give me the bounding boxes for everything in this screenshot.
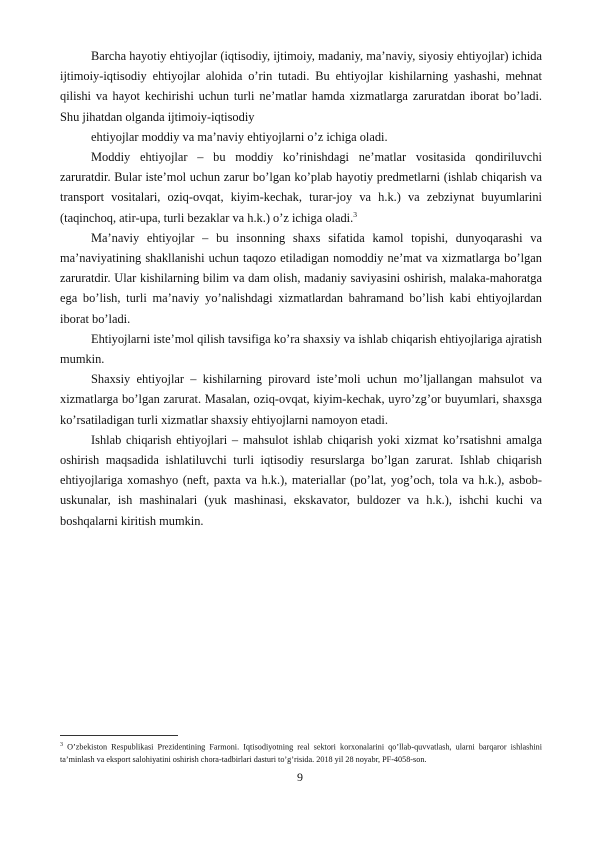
paragraph-material-needs (60, 147, 542, 228)
page-number: 9 (297, 770, 303, 784)
paragraph-classification: Ehtiyojlarni iste’mol qilish tavsifiga ko’ra shaxsiy va ishlab chiqarish ehtiyojlariga ajratish mumkin. (60, 331, 542, 367)
paragraph-personal-needs: Shaxsiy ehtiyojlar – kishilarning pirovard iste’moli uchun mo’ljallangan mahsulot va xizmatlarga bo’lgan zarurat. Masalan, oziq-ovqat, kiyim-kechak, uyro’zg’or buyumlari, shaxsga ko’rsatiladigan turli xizmatlar shaxsiy ehtiyojlarni namoyon etadi. (60, 372, 542, 427)
paragraph-spiritual-needs: Ma’naviy ehtiyojlar – bu insonning shaxs sifatida kamol topishi, dunyoqarashi va ma’naviyatining shakllanishi uchun taqozo etiladigan nomoddiy ne’mat va xizmatlarga bo’lgan zaruratdir. Ular kishilarning bilim va dam olish, madaniy saviyasini oshirish, malaka-mahoratga ega bo’lish, turli ma’naviy yo’nalishdagi xizmatlardan bahramand bo’lish kabi ehtiyojlardan iborat bo’ladi. (60, 230, 542, 326)
footnote-divider (60, 735, 178, 736)
footnote-number: 3 (60, 742, 63, 748)
paragraph-intro-continuation: ehtiyojlar moddiy va ma’naviy ehtiyojlarni o’z ichiga oladi. (91, 129, 388, 144)
paragraph-production-needs: Ishlab chiqarish ehtiyojlari – mahsulot ishlab chiqarish yoki xizmat ko’rsatishni amalga oshirish maqsadida ishlatiluvchi turli iqtisodiy resurslarga bo’lgan zarurat. Ishlab chiqarish ehtiyojlariga xomashyo (neft, paxta va h.k.), materiallar (po’lat, yog’och, tola va h.k.), asbob-uskunalar, ish mashinalari (yuk mashinasi, ekskavator, buldozer va h.k.), ishchi kuchi va boshqalarni kiritish mumkin. (60, 432, 542, 528)
footnote (60, 740, 542, 765)
body-text (60, 46, 542, 531)
paragraph-material-needs-text: Moddiy ehtiyojlar – bu moddiy ko’rinishdagi ne’matlar vositasida qondiriluvchi zaruratdir. Bular iste’mol uchun zarur bo’lgan ko’plab hayotiy predmetlarni (ishlab chiqarish va transport vositalari, oziq-ovqat, kiyim-kechak, turar-joy va h.k.) va zebziynat buyumlarini (taqinchoq, atir-upa, turli bezaklar va h.k.) o’z ichiga oladi. (60, 150, 542, 225)
footnote-reference: 3 (353, 209, 357, 219)
footnote-text: O’zbekiston Respublikasi Prezidentining Farmoni. Iqtisodiyotning real sektori korxonalarini qo’llab-quvvatlash, ularni barqaror ishlashini ta’minlash va eksport salohiyatini oshirish chora-tadbirlari dasturi to’g’risida. 2018 yil 28 noyabr, PF-4058-son. (60, 742, 543, 764)
paragraph-intro: Barcha hayotiy ehtiyojlar (iqtisodiy, ijtimoiy, madaniy, ma’naviy, siyosiy ehtiyojlar) ichida ijtimoiy-iqtisodiy ehtiyojlar alohida o’rin tutadi. Bu ehtiyojlar kishilarning yashashi, mehnat qilishi va hayot kechirishi uchun turli ne’matlar hamda xizmatlarga zaruratdan iborat bo’ladi. Shu jihatdan olganda ijtimoiy-iqtisodiy (60, 49, 542, 124)
